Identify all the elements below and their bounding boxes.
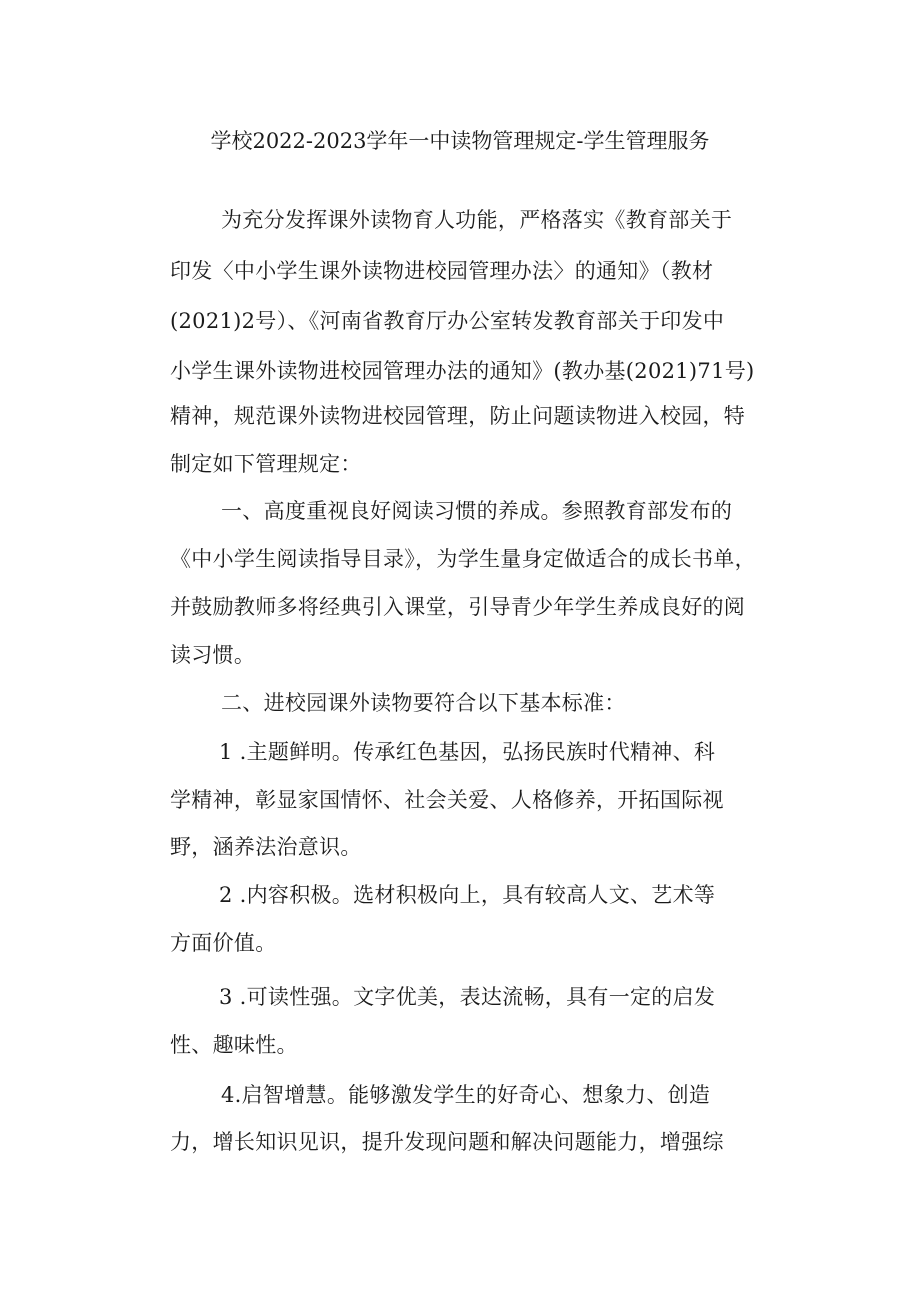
text-line: 野，涵养法治意识。 [170, 835, 362, 859]
text-line: 《中小学生阅读指导目录》，为学生量身定做适合的成长书单， [170, 547, 756, 571]
text-line: 读习惯。 [170, 643, 256, 667]
text-line: 力，增长知识见识，提升发现问题和解决问题能力，增强综 [170, 1130, 724, 1154]
text-line: 并鼓励教师多将经典引入课堂，引导青少年学生养成良好的阅 [170, 595, 746, 619]
text-line: 3 .可读性强。文字优美，表达流畅，具有一定的启发 [219, 985, 716, 1009]
text-line: 方面价值。 [170, 931, 277, 955]
text-line: 制定如下管理规定： [170, 452, 362, 476]
document-title: 学校2022-2023学年一中读物管理规定-学生管理服务 [210, 129, 710, 153]
text-line: 印发〈中小学生课外读物进校园管理办法〉的通知》（教材 [170, 259, 714, 283]
text-line: 二、进校园课外读物要符合以下基本标准： [221, 691, 626, 715]
text-line: 小学生课外读物进校园管理办法的通知》(教办基(2021)71号) [170, 359, 755, 383]
text-line: 学精神，彰显家国情怀、社会关爱、人格修养，开拓国际视 [170, 788, 724, 812]
text-line: 精神，规范课外读物进校园管理，防止问题读物进入校园，特 [170, 404, 746, 428]
text-line: 4.启智增慧。能够激发学生的好奇心、想象力、创造 [221, 1083, 711, 1107]
text-line: 1 .主题鲜明。传承红色基因，弘扬民族时代精神、科 [219, 740, 716, 764]
text-line: 2 .内容积极。选材积极向上，具有较高人文、艺术等 [219, 883, 716, 907]
text-line: 为充分发挥课外读物育人功能，严格落实《教育部关于 [221, 208, 733, 232]
text-line: (2021)2号）、《河南省教育厅办公室转发教育部关于印发中 [170, 309, 725, 333]
text-line: 一、高度重视良好阅读习惯的养成。参照教育部发布的 [221, 499, 733, 523]
text-line: 性、趣味性。 [170, 1033, 298, 1057]
